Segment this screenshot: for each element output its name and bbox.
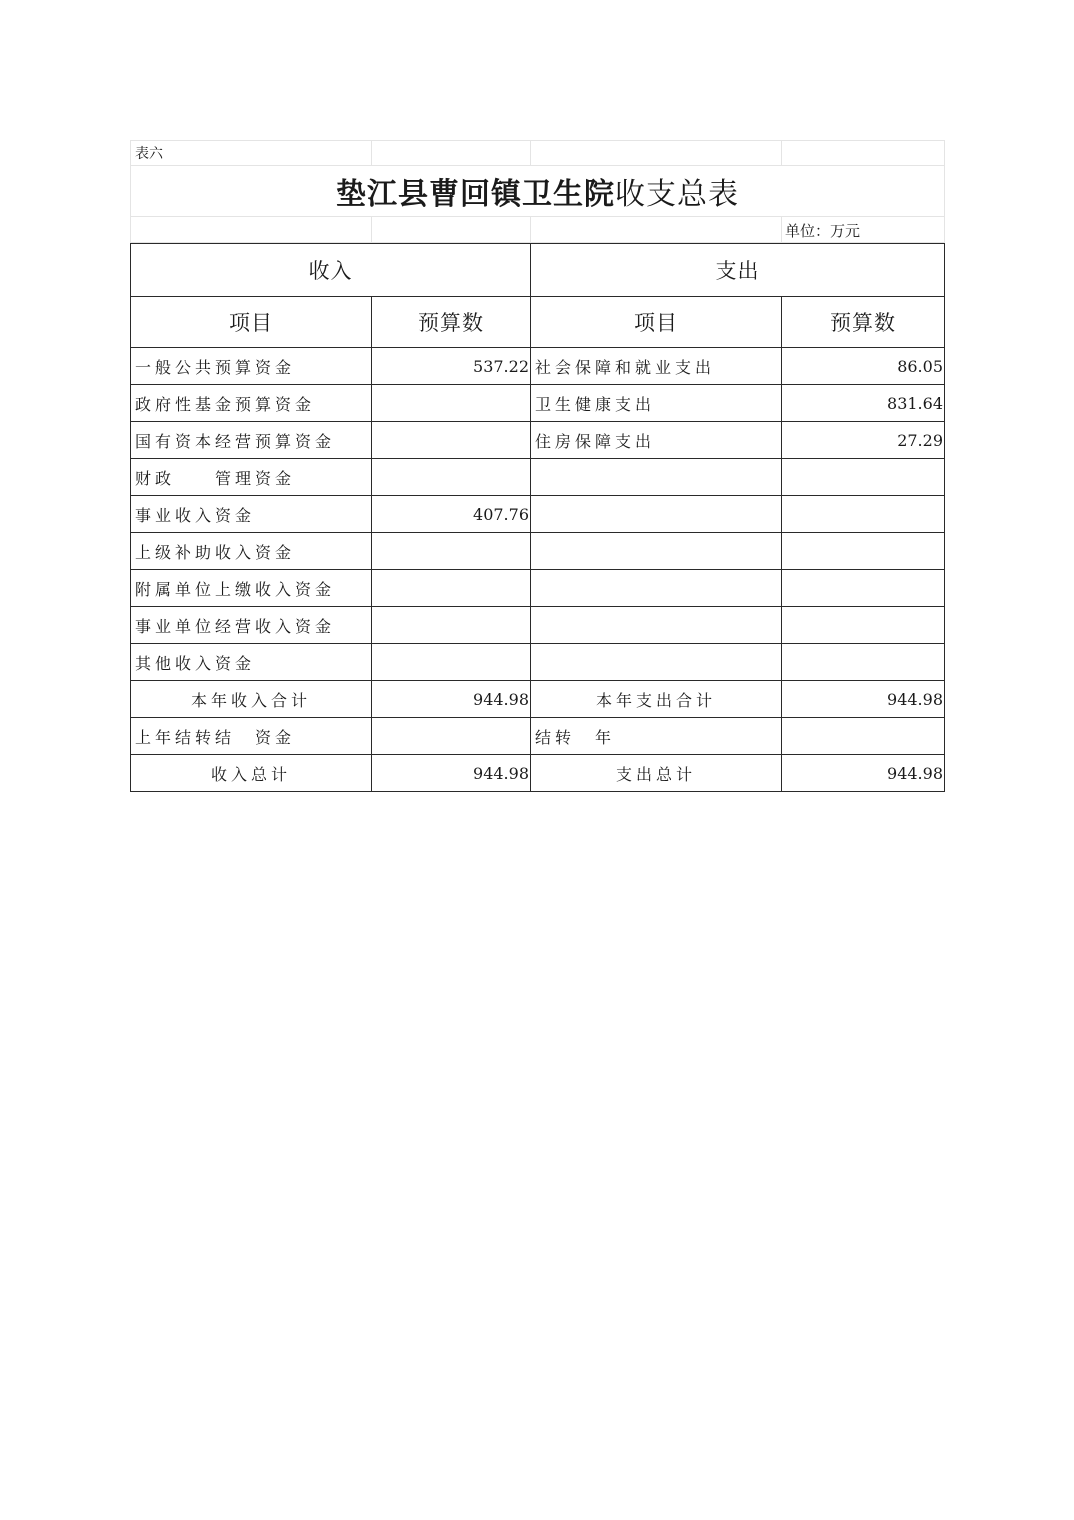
income-item-cell: 一般公共预算资金 xyxy=(131,348,372,385)
subtotal-row xyxy=(131,681,945,718)
expense-value-cell xyxy=(782,607,945,644)
unit-label: 单位：万元 xyxy=(782,217,945,243)
expense-section-header: 支出 xyxy=(531,244,945,297)
income-subtotal-label: 本年收入合计 xyxy=(131,681,372,718)
expense-item-cell: 卫生健康支出 xyxy=(531,385,782,422)
grand-total-row xyxy=(131,755,945,792)
expense-item-header: 项目 xyxy=(531,297,782,348)
expense-item-cell xyxy=(531,570,782,607)
expense-total-value: 944.98 xyxy=(782,755,945,792)
expense-value-cell: 86.05 xyxy=(782,348,945,385)
income-subtotal-value: 944.98 xyxy=(372,681,531,718)
table-row xyxy=(131,607,945,644)
income-item-header: 项目 xyxy=(131,297,372,348)
income-value-cell xyxy=(372,533,531,570)
expense-item-cell: 住房保障支出 xyxy=(531,422,782,459)
expense-total-label: 支出总计 xyxy=(531,755,782,792)
income-item-cell: 事业收入资金 xyxy=(131,496,372,533)
income-expense-table xyxy=(130,243,945,792)
expense-value-cell: 27.29 xyxy=(782,422,945,459)
income-value-cell: 537.22 xyxy=(372,348,531,385)
income-value-cell xyxy=(372,385,531,422)
expense-item-cell xyxy=(531,533,782,570)
title-suffix: 收支总表 xyxy=(615,177,739,212)
income-budget-header: 预算数 xyxy=(372,297,531,348)
expense-subtotal-label: 本年支出合计 xyxy=(531,681,782,718)
table-row xyxy=(131,348,945,385)
carryover-row xyxy=(131,718,945,755)
income-value-cell xyxy=(372,607,531,644)
expense-value-cell xyxy=(782,459,945,496)
expense-item-cell xyxy=(531,607,782,644)
income-carryover-label: 上年结转结 资金 xyxy=(131,718,372,755)
table-label: 表六 xyxy=(131,141,372,166)
income-value-cell xyxy=(372,459,531,496)
sheet-header xyxy=(130,140,945,243)
income-item-cell: 事业单位经营收入资金 xyxy=(131,607,372,644)
income-total-label: 收入总计 xyxy=(131,755,372,792)
expense-value-cell xyxy=(782,644,945,681)
expense-value-cell xyxy=(782,533,945,570)
table-row xyxy=(131,459,945,496)
income-value-cell xyxy=(372,422,531,459)
expense-carryover-value xyxy=(782,718,945,755)
table-row xyxy=(131,496,945,533)
table-row xyxy=(131,644,945,681)
table-row xyxy=(131,422,945,459)
table-row xyxy=(131,533,945,570)
expense-item-cell: 社会保障和就业支出 xyxy=(531,348,782,385)
income-item-cell: 政府性基金预算资金 xyxy=(131,385,372,422)
income-item-cell: 附属单位上缴收入资金 xyxy=(131,570,372,607)
expense-subtotal-value: 944.98 xyxy=(782,681,945,718)
income-item-cell: 上级补助收入资金 xyxy=(131,533,372,570)
income-item-cell: 财政 管理资金 xyxy=(131,459,372,496)
expense-value-cell xyxy=(782,496,945,533)
income-value-cell xyxy=(372,644,531,681)
page-title xyxy=(131,166,945,217)
expense-carryover-label: 结转 年 xyxy=(531,718,782,755)
expense-budget-header: 预算数 xyxy=(782,297,945,348)
income-value-cell: 407.76 xyxy=(372,496,531,533)
expense-value-cell: 831.64 xyxy=(782,385,945,422)
budget-summary-sheet xyxy=(130,140,944,792)
expense-item-cell xyxy=(531,644,782,681)
income-carryover-value xyxy=(372,718,531,755)
income-total-value: 944.98 xyxy=(372,755,531,792)
expense-value-cell xyxy=(782,570,945,607)
income-section-header: 收入 xyxy=(131,244,531,297)
expense-item-cell xyxy=(531,496,782,533)
table-row xyxy=(131,385,945,422)
title-institution: 垫江县曹回镇卫生院 xyxy=(336,177,615,212)
income-item-cell: 其他收入资金 xyxy=(131,644,372,681)
expense-item-cell xyxy=(531,459,782,496)
income-item-cell: 国有资本经营预算资金 xyxy=(131,422,372,459)
income-value-cell xyxy=(372,570,531,607)
table-row xyxy=(131,570,945,607)
